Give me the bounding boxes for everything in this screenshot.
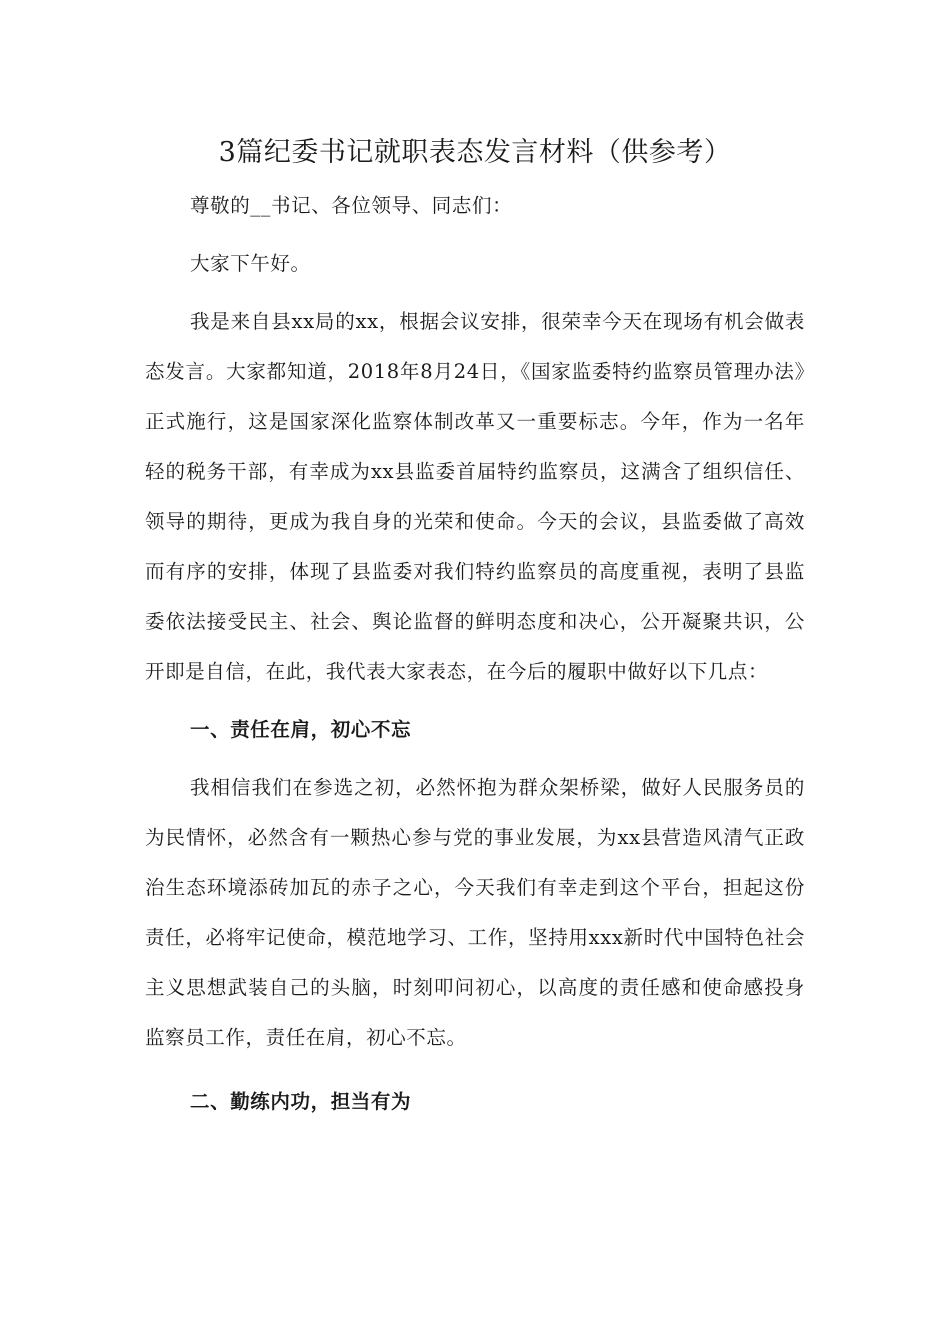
opening-paragraph: 大家下午好。: [190, 252, 311, 275]
section-1-paragraph: 我相信我们在参选之初，必然怀抱为群众架桥梁，做好人民服务员的为民情怀，必然含有一颗热心参与党的事业发展，为xx县营造风清气正政治生态环境添砖加瓦的赤子之心，今天我们有幸走到这个平台，担起这份责任，必将牢记使命，模范地学习、工作，坚持用xxx新时代中国特色社会主义思想武装自己的头脑，时刻叩问初心，以高度的责任感和使命感投身监察员工作，责任在肩，初心不忘。: [145, 776, 805, 1049]
greeting-paragraph: 尊敬的__书记、各位领导、同志们：: [190, 194, 513, 217]
section-2-heading: 二、勤练内功，担当有为: [190, 1090, 412, 1113]
document-title: 3篇纪委书记就职表态发言材料（供参考）: [218, 137, 732, 168]
section-1-heading: 一、责任在肩，初心不忘: [190, 718, 412, 741]
intro-paragraph: 我是来自县xx局的xx，根据会议安排，很荣幸今天在现场有机会做表态发言。大家都知道，2018年8月24日，《国家监委特约监察员管理办法》正式施行，这是国家深化监察体制改革又一重要标志。今年，作为一名年轻的税务干部，有幸成为xx县监委首届特约监察员，这满含了组织信任、领导的期待，更成为我自身的光荣和使命。今天的会议，县监委做了高效而有序的安排，体现了县监委对我们特约监察员的高度重视，表明了县监委依法接受民主、社会、舆论监督的鲜明态度和决心，公开凝聚共识，公开即是自信，在此，我代表大家表态，在今后的履职中做好以下几点：: [145, 310, 805, 683]
document-body: [145, 181, 805, 1127]
